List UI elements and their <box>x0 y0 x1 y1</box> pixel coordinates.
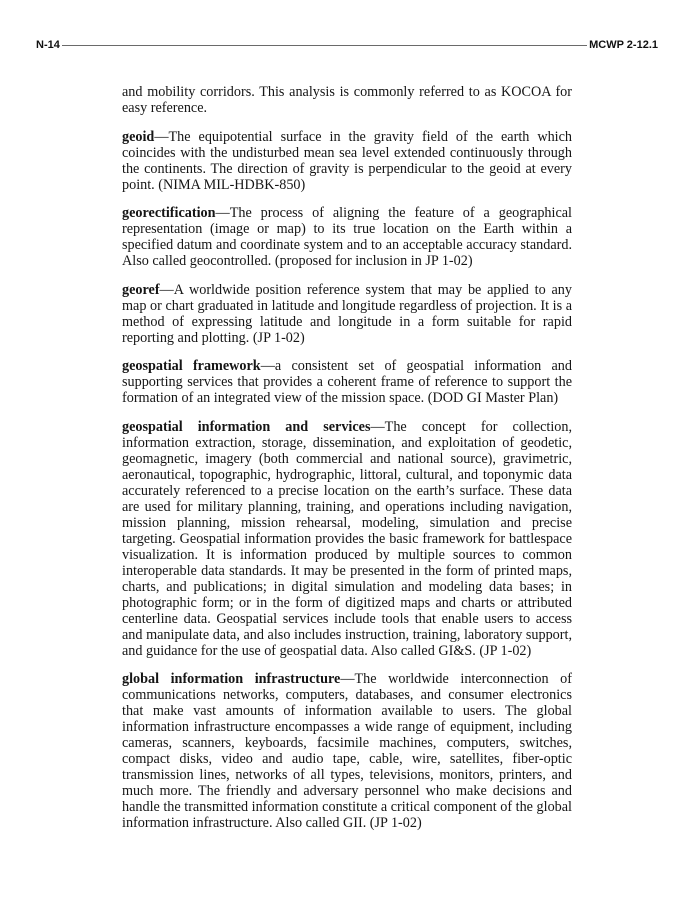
glossary-entry-georef <box>122 282 572 346</box>
glossary-entry-geospatial-framework <box>122 358 572 406</box>
glossary-entry-geoid <box>122 129 572 193</box>
entry-term: global information infrastructure <box>122 671 341 687</box>
glossary-entry-global-information-infrastructure <box>122 671 572 831</box>
entry-definition: —The equipotential surface in the gravity field of the earth which coincides with the undisturbed mean sea level extended continuously through the continents. The direction of gravity is perpendicular to the geoid at every point. (NIMA MIL-HDBK-850) <box>122 128 572 193</box>
entry-term: georectification <box>122 205 216 221</box>
header-rule <box>62 45 587 46</box>
page-number: N-14 <box>36 39 60 51</box>
running-header <box>36 37 658 53</box>
entry-term: geospatial framework <box>122 358 261 374</box>
entry-term: geoid <box>122 128 155 145</box>
publication-id: MCWP 2-12.1 <box>589 39 658 51</box>
glossary-entry-georectification <box>122 205 572 269</box>
entry-definition: —The concept for collection, information extraction, storage, dissemination, and exploitation of geodetic, geomagnetic, imagery (both commercial and national source), gravimetric, aeronautical, topographic, hydrographic, littoral, cultural, and toponymic data accurately referenced to a precise location on the earth’s surface. These data are used for military planning, training, and operations including navigation, mission planning, mission rehearsal, modeling, simulation and precise targeting. Geospatial information provides the basic framework for battlespace visualization. It is information produced by multiple sources to common interoperable data standards. It may be presented in the form of printed maps, charts, and publications; in digital simulation and modeling data bases; in photographic form; or in the form of digitized maps and charts or attributed centerline data. Geospatial services include tools that enable users to access and manipulate data, and also includes instruction, training, laboratory support, and guidance for the use of geospatial data. Also called GI&S. (JP 1-02) <box>122 418 573 659</box>
entry-term: geospatial information and services <box>122 418 371 435</box>
entry-definition: —a consistent set of geospatial information and supporting services that provides a coherent frame of reference to support the formation of an integrated view of the mission space. (DOD GI Master Plan) <box>122 358 572 406</box>
glossary-entry-geospatial-information-and-services <box>122 419 572 659</box>
entry-term: georef <box>122 281 160 298</box>
entry-definition: —The worldwide interconnection of communications networks, computers, databases, and consumer electronics that make vast amounts of information available to users. The global information infrastructure encompasses a wide range of equipment, including cameras, scanners, keyboards, facsimile machines, computers, switches, compact disks, video and audio tape, cable, wire, satellites, fiber-optic transmission lines, networks of all types, televisions, monitors, printers, and much more. The friendly and adversary personnel who make decisions and handle the transmitted information constitute a critical component of the global information infrastructure. Also called GII. (JP 1-02) <box>122 671 572 831</box>
entry-definition: —A worldwide position reference system that may be applied to any map or chart graduated in latitude and longitude regardless of projection. It is a method of expressing latitude and longitude in a form suitable for rapid reporting and plotting. (JP 1-02) <box>122 281 572 346</box>
glossary-body <box>122 84 572 844</box>
entry-definition: —The process of aligning the feature of a geographical representation (image or map) to its true location on the Earth within a specified datum and coordinate system and to an acceptable accuracy standard. Also called geocontrolled. (proposed for inclusion in JP 1-02) <box>122 205 572 269</box>
continuation-paragraph: and mobility corridors. This analysis is commonly referred to as KOCOA for easy reference. <box>122 84 572 116</box>
